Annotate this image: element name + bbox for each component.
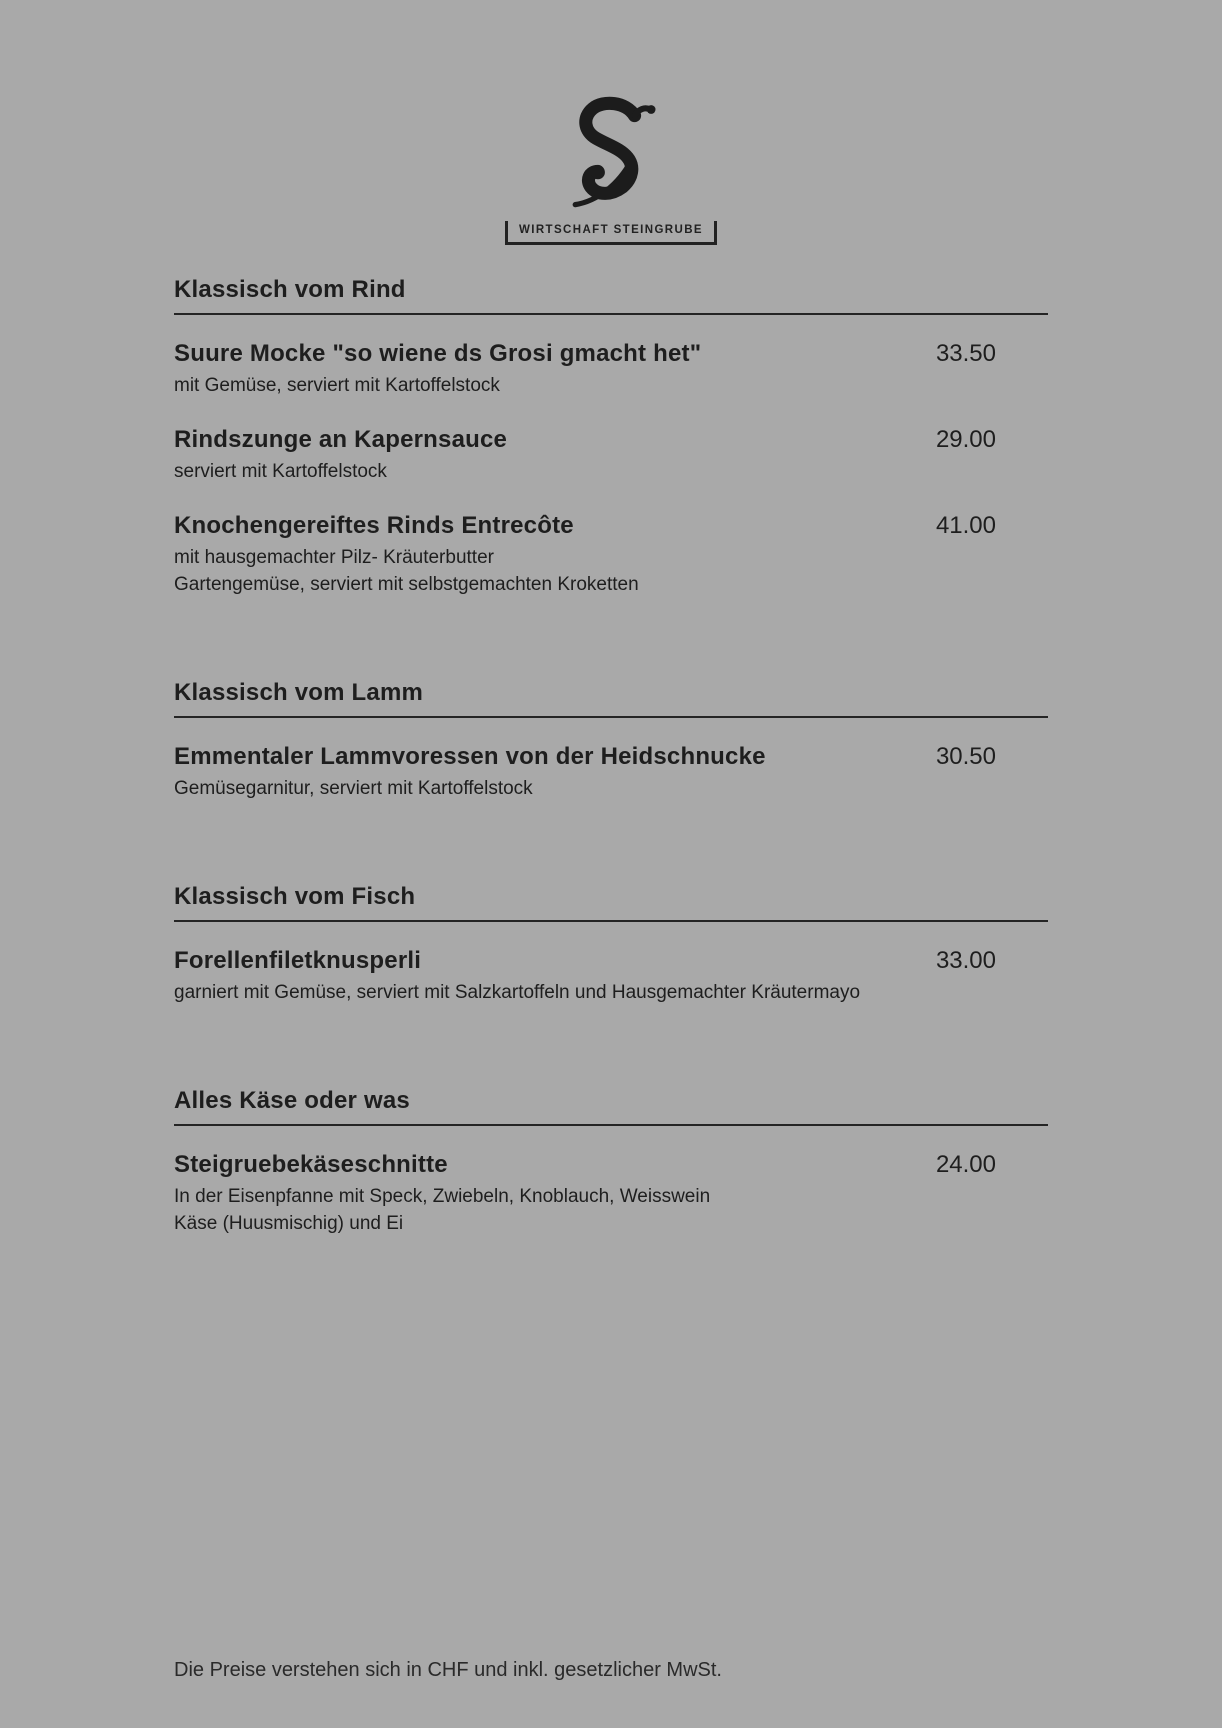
item-description: mit Gemüse, serviert mit Kartoffelstock bbox=[174, 375, 500, 396]
menu-item bbox=[174, 339, 1048, 399]
section-kaese bbox=[174, 1086, 1048, 1237]
item-name: Steigruebekäseschnitte bbox=[174, 1151, 448, 1178]
item-description: garniert mit Gemüse, serviert mit Salzkartoffeln und Hausgemachter Kräutermayo bbox=[174, 982, 861, 1003]
item-description: Gartengemüse, serviert mit selbstgemachten Kroketten bbox=[174, 574, 639, 595]
item-price: 33.50 bbox=[935, 340, 996, 367]
logo bbox=[0, 0, 1222, 245]
menu bbox=[174, 275, 1048, 1237]
menu-item bbox=[174, 425, 1048, 485]
item-name: Suure Mocke "so wiene ds Grosi gmacht het" bbox=[174, 340, 702, 367]
item-description: In der Eisenpfanne mit Speck, Zwiebeln, Knoblauch, Weisswein bbox=[174, 1186, 711, 1207]
menu-item bbox=[174, 946, 1048, 1006]
item-description: Gemüsegarnitur, serviert mit Kartoffelstock bbox=[174, 778, 533, 799]
item-description: Käse (Huusmischig) und Ei bbox=[174, 1213, 404, 1234]
menu-item bbox=[174, 742, 1048, 802]
item-name: Knochengereiftes Rinds Entrecôte bbox=[174, 512, 574, 539]
item-price: 29.00 bbox=[935, 426, 996, 453]
item-name: Emmentaler Lammvoressen von der Heidschnucke bbox=[174, 743, 766, 770]
section-fisch bbox=[174, 882, 1048, 1006]
blackletter-s-icon bbox=[563, 94, 659, 219]
item-price: 24.00 bbox=[935, 1151, 996, 1178]
menu-item bbox=[174, 511, 1048, 598]
price-disclaimer: Die Preise verstehen sich in CHF und inkl. gesetzlicher MwSt. bbox=[174, 1659, 722, 1681]
item-description: mit hausgemachter Pilz- Kräuterbutter bbox=[174, 547, 494, 568]
item-name: Rindszunge an Kapernsauce bbox=[174, 426, 508, 453]
logo-wordmark: WIRTSCHAFT STEINGRUBE bbox=[505, 221, 717, 245]
section-title: Klassisch vom Lamm bbox=[174, 678, 1048, 718]
section-title: Klassisch vom Fisch bbox=[174, 882, 1048, 922]
section-rind bbox=[174, 275, 1048, 598]
section-title: Klassisch vom Rind bbox=[174, 275, 1048, 315]
section-title: Alles Käse oder was bbox=[174, 1086, 1048, 1126]
item-description: serviert mit Kartoffelstock bbox=[174, 461, 387, 482]
section-lamm bbox=[174, 678, 1048, 802]
item-price: 41.00 bbox=[935, 512, 996, 539]
menu-item bbox=[174, 1150, 1048, 1237]
item-price: 30.50 bbox=[935, 743, 996, 770]
item-name: Forellenfiletknusperli bbox=[174, 947, 422, 974]
item-price: 33.00 bbox=[935, 947, 996, 974]
